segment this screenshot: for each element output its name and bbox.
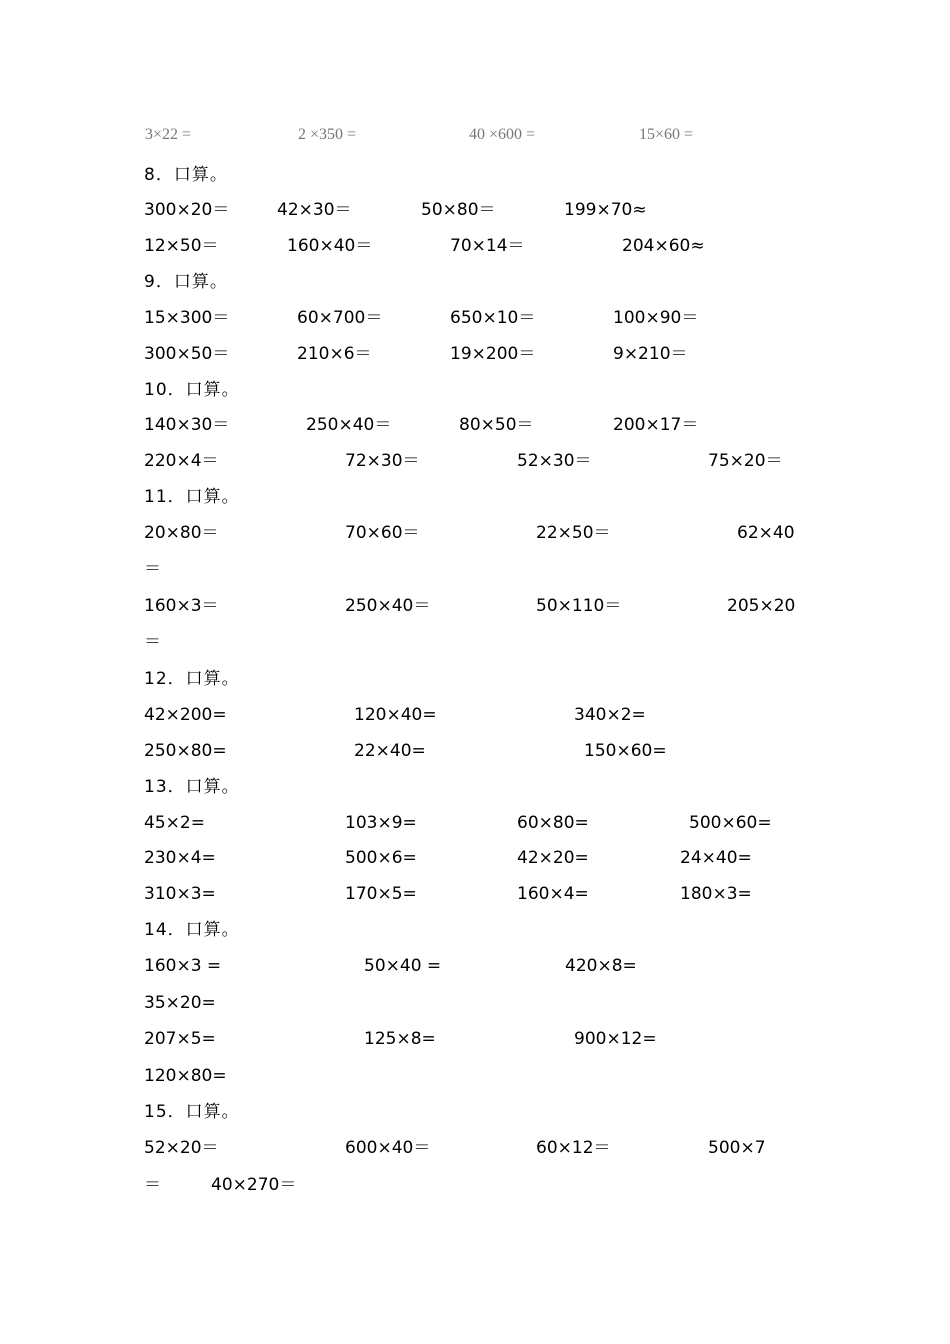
problem: 160×40＝ [287,236,373,256]
problem: 125×8= [364,1029,436,1049]
problem: 199×70≈ [564,200,647,220]
problem: 340×2= [574,705,646,725]
problem: 35×20= [144,993,216,1013]
problem: 62×40 [737,523,795,543]
problem: 420×8= [565,956,637,976]
problem: 250×40＝ [345,596,431,616]
problem: 500×6= [345,848,417,868]
problem: ＝ [144,1175,161,1195]
problem: 103×9= [345,813,417,833]
problem: ＝ [144,559,161,579]
problem: 140×30＝ [144,415,230,435]
problem: 250×80= [144,741,227,761]
problem: 500×7 [708,1138,766,1158]
problem: 52×30＝ [517,451,592,471]
problem: 70×14＝ [450,236,525,256]
problem: 230×4= [144,848,216,868]
problem: 24×40= [680,848,752,868]
section-heading: 8．口算。 [144,165,228,185]
problem: 2 ×350 = [298,126,357,143]
problem: 650×10＝ [450,308,536,328]
problem: 60×12＝ [536,1138,611,1158]
problem: 12×50＝ [144,236,219,256]
problem: 300×20＝ [144,200,230,220]
problem: 600×40＝ [345,1138,431,1158]
problem: 52×20＝ [144,1138,219,1158]
problem: 60×80= [517,813,589,833]
problem: 15×60 = [639,126,694,143]
problem: 210×6＝ [297,344,372,364]
section-heading: 11．口算。 [144,487,240,507]
problem: 15×300＝ [144,308,230,328]
problem: 42×30＝ [277,200,352,220]
problem: 100×90＝ [613,308,699,328]
problem: 204×60≈ [622,236,705,256]
problem: 22×40= [354,741,426,761]
problem: 20×80＝ [144,523,219,543]
problem: 72×30＝ [345,451,420,471]
problem: 160×4= [517,884,589,904]
section-heading: 15．口算。 [144,1102,240,1122]
problem: 80×50＝ [459,415,534,435]
problem: 200×17＝ [613,415,699,435]
problem: 50×80＝ [421,200,496,220]
section-heading: 13．口算。 [144,777,240,797]
problem: 40 ×600 = [469,126,536,143]
problem: 180×3= [680,884,752,904]
problem: 160×3＝ [144,596,219,616]
section-heading: 10．口算。 [144,380,240,400]
problem: 150×60= [584,741,667,761]
problem: 120×40= [354,705,437,725]
section-heading: 14．口算。 [144,920,240,940]
problem: 70×60＝ [345,523,420,543]
problem: 75×20＝ [708,451,783,471]
problem: 45×2= [144,813,205,833]
section-heading: 9．口算。 [144,272,228,292]
problem: 160×3 = [144,956,222,976]
problem: 900×12= [574,1029,657,1049]
problem: 22×50＝ [536,523,611,543]
problem: 40×270＝ [211,1175,297,1195]
problem: ＝ [144,632,161,652]
problem: 50×110＝ [536,596,622,616]
problem: 300×50＝ [144,344,230,364]
problem: 42×20= [517,848,589,868]
problem: 120×80= [144,1066,227,1086]
problem: 220×4＝ [144,451,219,471]
problem: 19×200＝ [450,344,536,364]
problem: 42×200= [144,705,227,725]
problem: 170×5= [345,884,417,904]
problem: 60×700＝ [297,308,383,328]
problem: 3×22 = [145,126,192,143]
problem: 310×3= [144,884,216,904]
problem: 9×210＝ [613,344,688,364]
problem: 250×40＝ [306,415,392,435]
problem: 50×40 = [364,956,442,976]
section-heading: 12．口算。 [144,669,240,689]
problem: 207×5= [144,1029,216,1049]
problem: 205×20 [727,596,796,616]
problem: 500×60= [689,813,772,833]
